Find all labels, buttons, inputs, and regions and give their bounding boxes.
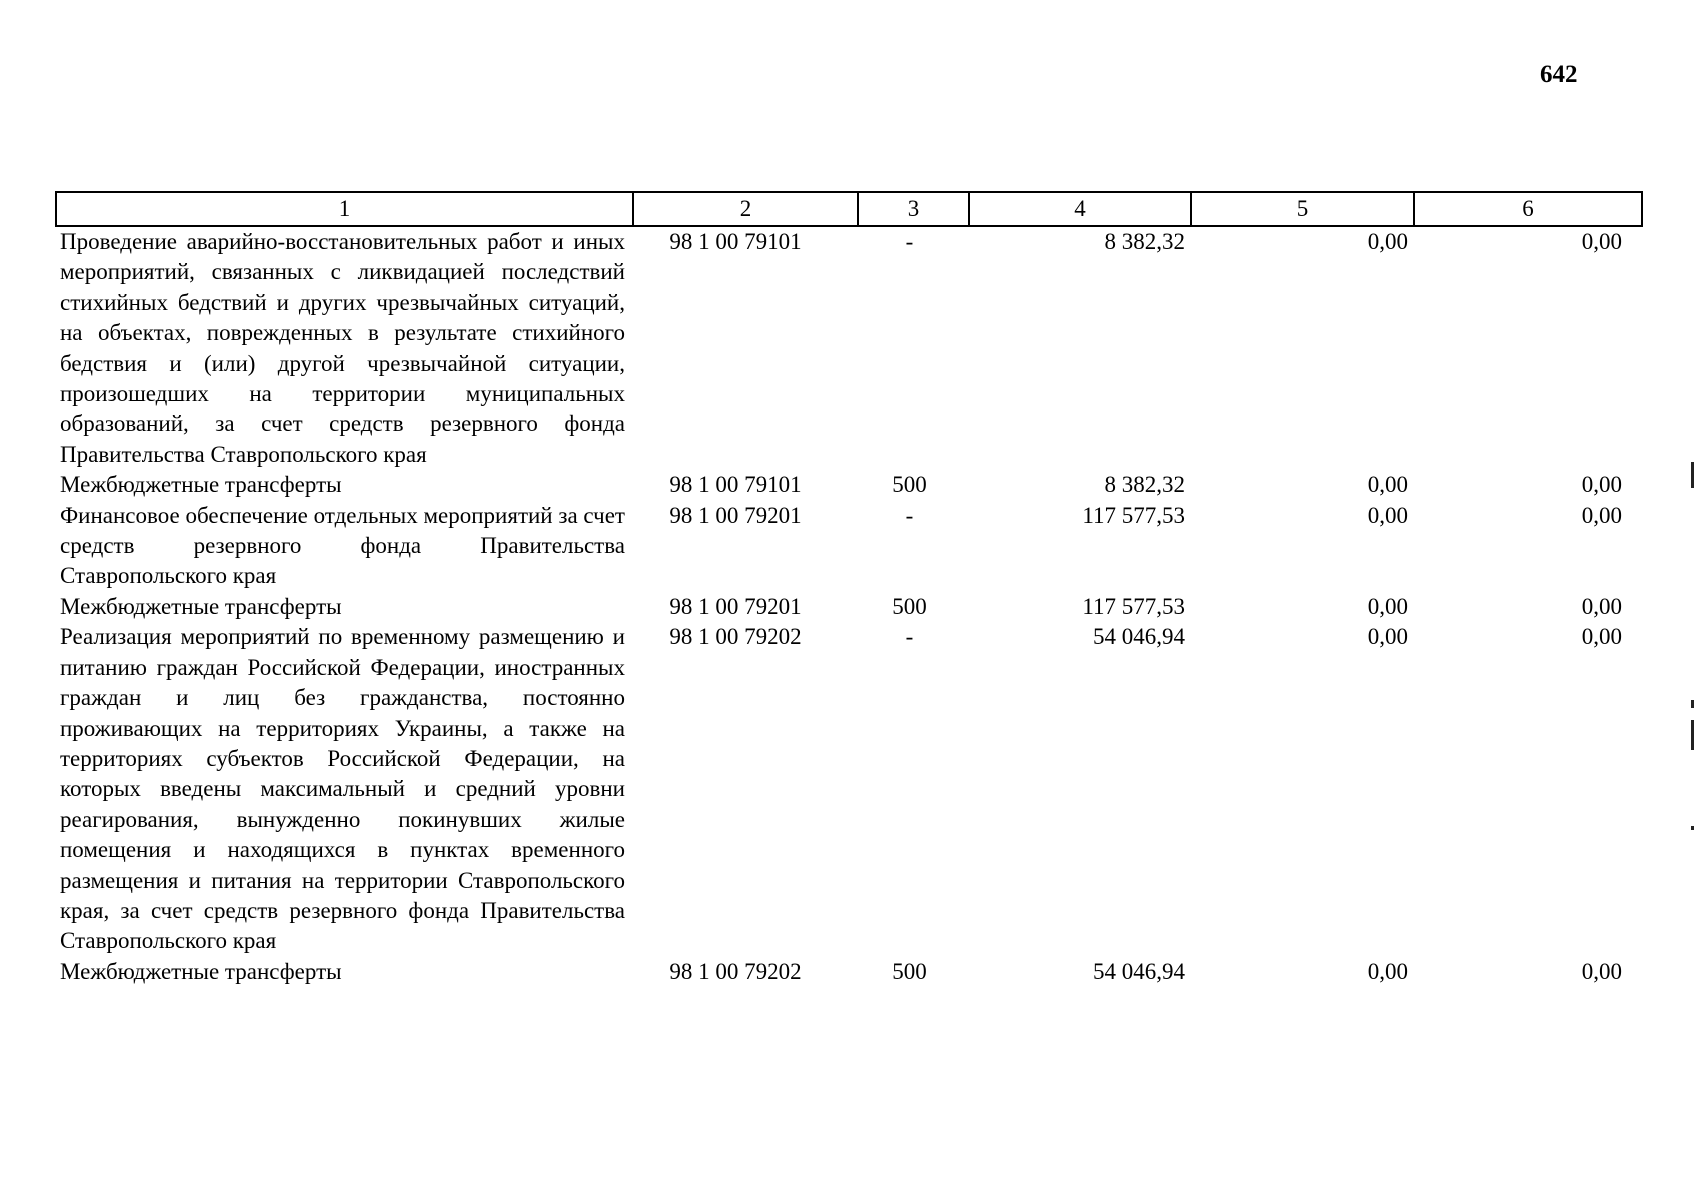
row-amount-5: 0,00	[1367, 624, 1408, 650]
row-amount-4: 54 046,94	[1093, 624, 1185, 650]
row-amount-4: 8 382,32	[1104, 229, 1185, 254]
table-row	[56, 501, 1642, 592]
row-name: Финансовое обеспечение отдельных мероприятий за счет средств резервного фонда Правительства Ставропольского края	[60, 502, 625, 589]
table-row	[56, 470, 1642, 500]
row-amount-4: 117 577,53	[1082, 502, 1185, 528]
row-name: Межбюджетные трансферты	[60, 958, 342, 984]
header-row	[56, 192, 1642, 226]
row-amount-6: 0,00	[1581, 624, 1622, 650]
row-expense-type: 500	[892, 472, 927, 498]
table-row	[56, 592, 1642, 622]
page-number: 642	[1540, 61, 1578, 88]
table-header	[56, 192, 1642, 226]
scan-mark	[1691, 700, 1694, 708]
row-name: Проведение аварийно-восстановительных работ и иных мероприятий, связанных с ликвидацией последствий стихийных бедствий и других чрезвычайных ситуаций, на объектах, поврежденных в результате стихийного бедствия и (или) другой чрезвычайной ситуации, произошедших на территории муниципальных образований, за счет средств резервного фонда Правительства Ставропольского края	[60, 229, 625, 467]
row-code: 98 1 00 79101	[669, 229, 802, 254]
row-amount-6: 0,00	[1581, 229, 1622, 254]
row-expense-type: -	[905, 502, 914, 528]
row-amount-6: 0,00	[1581, 472, 1622, 498]
column-header-6: 6	[1414, 192, 1642, 226]
row-code: 98 1 00 79201	[669, 593, 802, 619]
row-amount-4: 54 046,94	[1093, 958, 1185, 984]
row-amount-6: 0,00	[1581, 958, 1622, 984]
row-expense-type: 500	[892, 958, 927, 984]
column-header-4: 4	[969, 192, 1191, 226]
column-header-2: 2	[633, 192, 858, 226]
scan-edge-marks	[1690, 0, 1696, 1200]
table-row	[56, 622, 1642, 956]
column-header-1: 1	[56, 192, 633, 226]
table-row	[56, 957, 1642, 987]
row-amount-6: 0,00	[1581, 502, 1622, 528]
row-name: Реализация мероприятий по временному размещению и питанию граждан Российской Федерации, иностранных граждан и лиц без гражданства, постоянно проживающих на территориях Украины, а также на территориях субъектов Российской Федерации, на которых введены максимальный и средний уровни реагирования, вынужденно покинувших жилые помещения и находящихся в пунктах временного размещения и питания на территории Ставропольского края, за счет средств резервного фонда Правительства Ставропольского края	[60, 624, 625, 954]
row-code: 98 1 00 79101	[669, 472, 802, 498]
row-code: 98 1 00 79202	[669, 958, 802, 984]
row-expense-type: -	[905, 229, 914, 254]
row-amount-5: 0,00	[1367, 958, 1408, 984]
row-name: Межбюджетные трансферты	[60, 593, 342, 619]
row-amount-5: 0,00	[1367, 472, 1408, 498]
budget-table	[55, 191, 1643, 987]
table-row	[56, 226, 1642, 470]
row-code: 98 1 00 79201	[669, 502, 802, 528]
row-name: Межбюджетные трансферты	[60, 472, 342, 498]
row-expense-type: 500	[892, 593, 927, 619]
table-body	[56, 226, 1642, 987]
row-amount-5: 0,00	[1367, 593, 1408, 619]
row-amount-5: 0,00	[1367, 502, 1408, 528]
row-amount-4: 8 382,32	[1104, 472, 1185, 498]
row-amount-6: 0,00	[1581, 593, 1622, 619]
column-header-5: 5	[1191, 192, 1414, 226]
row-expense-type: -	[905, 624, 914, 650]
column-header-3: 3	[858, 192, 969, 226]
scan-mark	[1691, 720, 1694, 750]
row-amount-5: 0,00	[1367, 229, 1408, 254]
row-code: 98 1 00 79202	[669, 624, 802, 650]
row-amount-4: 117 577,53	[1082, 593, 1185, 619]
scan-mark	[1691, 462, 1694, 488]
scan-mark	[1691, 826, 1694, 830]
